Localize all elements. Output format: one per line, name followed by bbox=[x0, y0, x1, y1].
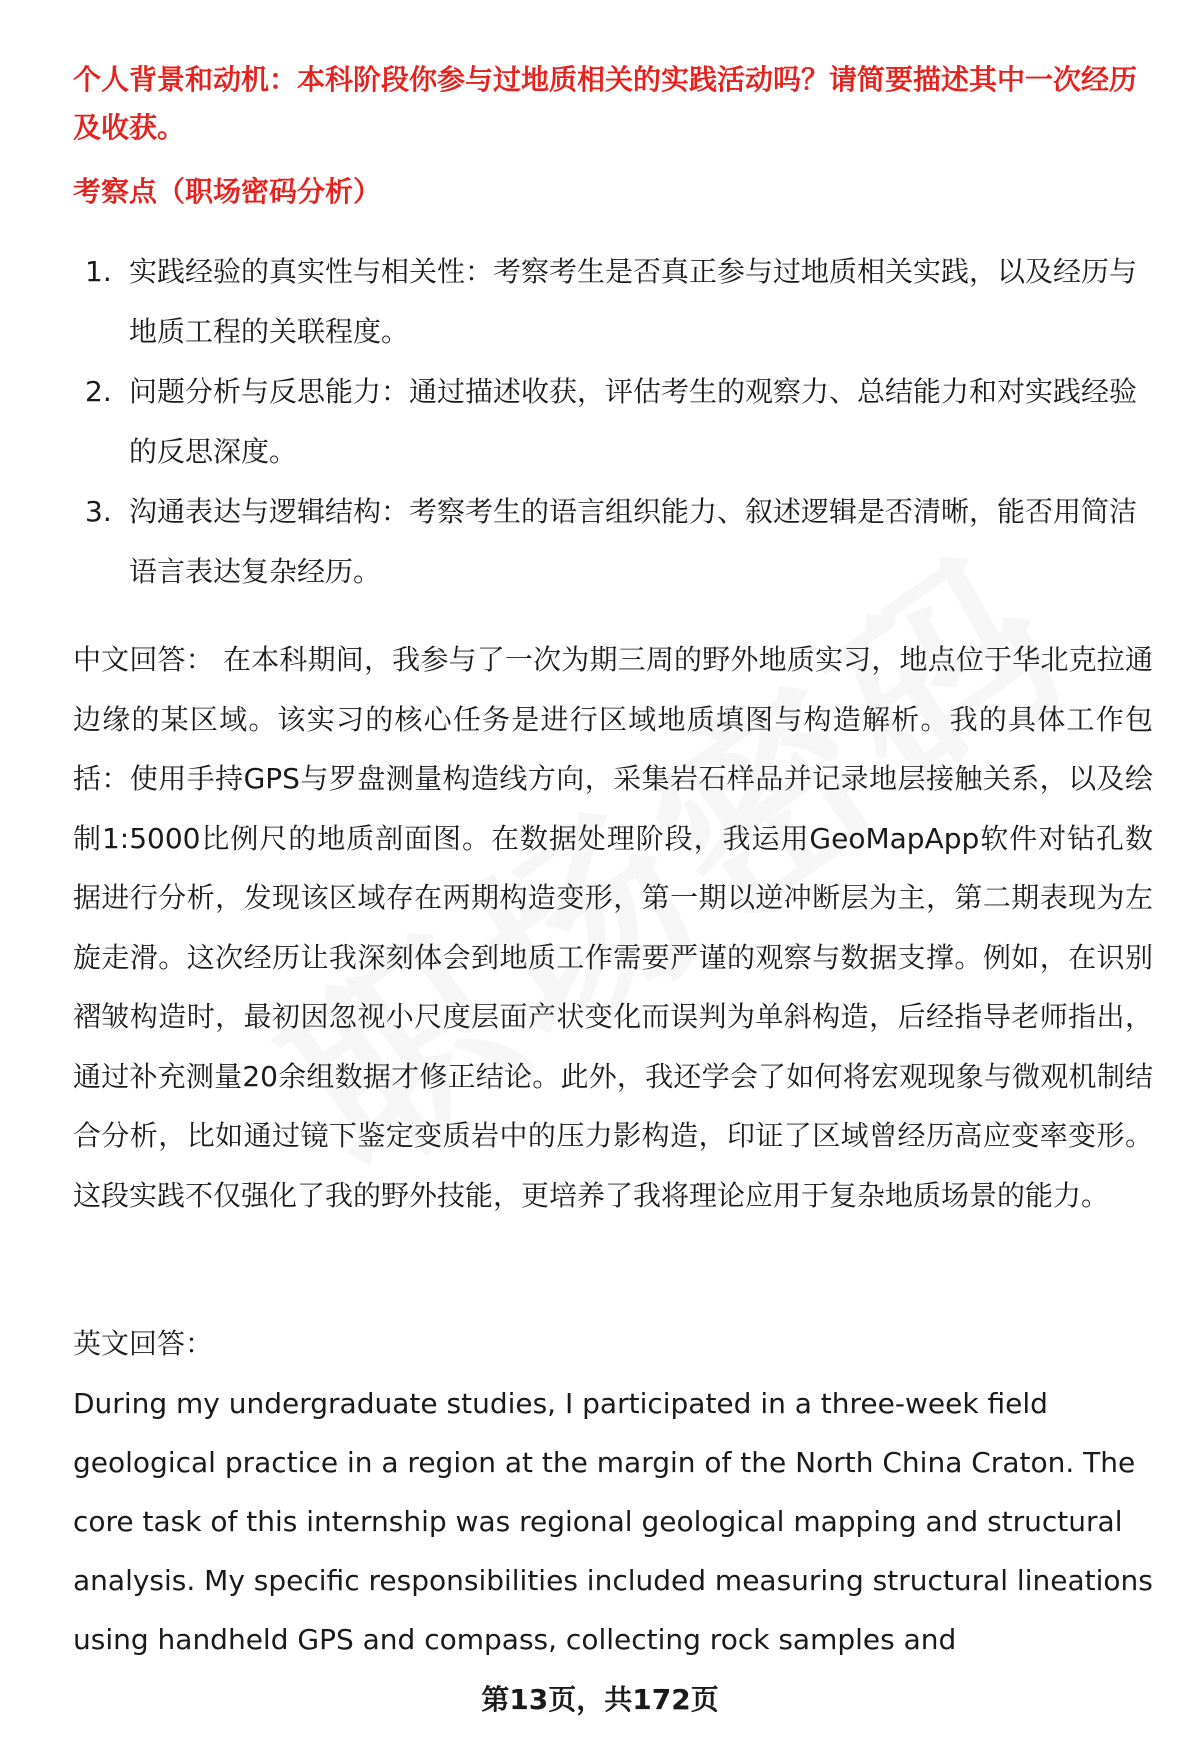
list-item-text: 问题分析与反思能力：通过描述收获，评估考生的观察力、总结能力和对实践经验的反思深度。 bbox=[129, 375, 1138, 468]
list-item bbox=[73, 242, 1153, 362]
chinese-answer-paragraph: 中文回答： 在本科期间，我参与了一次为期三周的野外地质实习，地点位于华北克拉通边缘的某区域。该实习的核心任务是进行区域地质填图与构造解析。我的具体工作包括：使用手持GPS与罗盘测量构造线方向，采集岩石样品并记录地层接触关系，以及绘制1:5000比例尺的地质剖面图。在数据处理阶段，我运用GeoMapApp软件对钻孔数据进行分析，发现该区域存在两期构造变形，第一期以逆冲断层为主，第二期表现为左旋走滑。这次经历让我深刻体会到地质工作需要严谨的观察与数据支撑。例如，在识别褶皱构造时，最初因忽视小尺度层面产状变化而误判为单斜构造，后经指导老师指出，通过补充测量20余组数据才修正结论。此外，我还学会了如何将宏观现象与微观机制结合分析，比如通过镜下鉴定变质岩中的压力影构造，印证了区域曾经历高应变率变形。这段实践不仅强化了我的野外技能，更培养了我将理论应用于复杂地质场景的能力。 bbox=[73, 643, 1153, 1212]
section-title: 考察点（职场密码分析） bbox=[73, 175, 382, 208]
english-answer-label: 英文回答： bbox=[73, 1327, 214, 1360]
page-number-footer: 第13页，共172页 bbox=[481, 1683, 719, 1716]
list-item-text: 沟通表达与逻辑结构：考察考生的语言组织能力、叙述逻辑是否清晰，能否用简洁语言表达复杂经历。 bbox=[129, 495, 1138, 588]
list-item-number: 2. bbox=[85, 375, 112, 408]
list-item bbox=[73, 482, 1153, 602]
list-item-text: 实践经验的真实性与相关性：考察考生是否真正参与过地质相关实践，以及经历与地质工程的关联程度。 bbox=[129, 255, 1138, 348]
assessment-points-list bbox=[73, 242, 1153, 602]
english-answer-paragraph: During my undergraduate studies, I participated in a three-week field geological practice in a region at the margin of the North China Craton. The core task of this internship was regional geological mapping and structural analysis. My specific responsibilities included measuring structural lineations using handheld GPS and compass, collecting rock samples and bbox=[73, 1387, 1153, 1656]
list-item bbox=[73, 362, 1153, 482]
question-heading: 个人背景和动机：本科阶段你参与过地质相关的实践活动吗？请简要描述其中一次经历及收获。 bbox=[73, 63, 1138, 144]
list-item-number: 3. bbox=[85, 495, 112, 528]
list-item-number: 1. bbox=[85, 255, 112, 288]
